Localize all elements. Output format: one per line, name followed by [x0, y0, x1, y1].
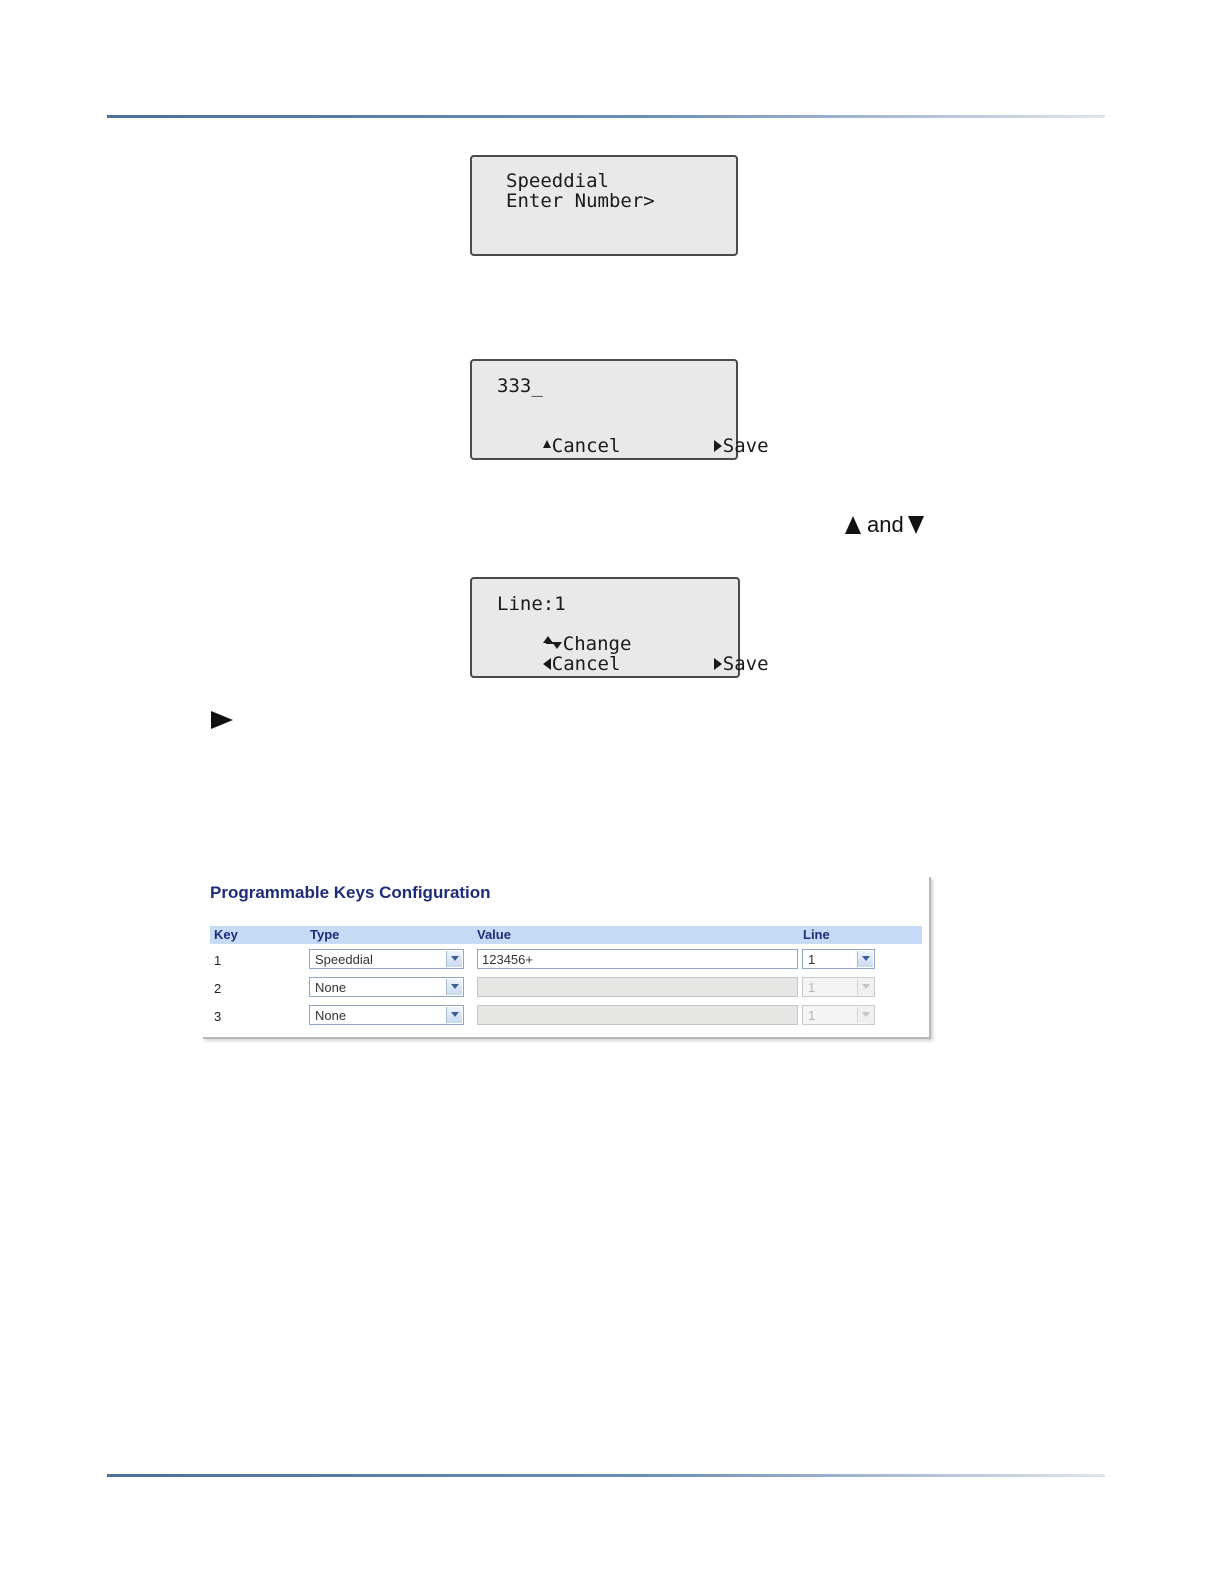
type-select[interactable] — [309, 1005, 464, 1025]
value-input-text: 123456+ — [482, 952, 533, 967]
right-arrow-icon — [714, 658, 722, 670]
and-text: and — [867, 512, 904, 537]
up-arrow-icon — [543, 440, 551, 448]
save-softkey[interactable] — [668, 634, 769, 694]
screen-number-line: 333_ — [497, 375, 543, 397]
line-select[interactable] — [802, 949, 875, 969]
change-label: Change — [562, 633, 632, 655]
table-header — [210, 926, 922, 944]
chevron-down-icon[interactable] — [857, 951, 873, 967]
screen-line-2: Enter Number> — [506, 190, 655, 212]
left-arrow-icon — [543, 658, 551, 670]
column-header-type: Type — [310, 927, 340, 942]
table-row — [203, 949, 929, 973]
chevron-down-icon — [857, 979, 873, 995]
value-input — [477, 1005, 798, 1025]
chevron-down-icon[interactable] — [446, 951, 462, 967]
footer-rule — [107, 1474, 1105, 1477]
phone-screen-speeddial — [470, 155, 738, 256]
screen-line-1: Speeddial — [506, 170, 609, 192]
table-row — [203, 977, 929, 1001]
arrow-keys-instruction — [845, 512, 924, 538]
save-label: Save — [722, 435, 769, 457]
cancel-softkey[interactable] — [497, 634, 620, 694]
line-select — [802, 977, 875, 997]
column-header-key: Key — [214, 927, 238, 942]
line-select-value: 1 — [808, 952, 816, 967]
line-select-value: 1 — [808, 1008, 816, 1023]
cancel-softkey[interactable] — [497, 416, 620, 476]
type-select-value: None — [315, 1008, 347, 1023]
screen-line-setting: Line:1 — [497, 593, 566, 615]
panel-title: Programmable Keys Configuration — [210, 883, 491, 902]
save-softkey[interactable] — [668, 416, 769, 476]
type-select[interactable] — [309, 977, 464, 997]
key-number: 1 — [214, 953, 222, 968]
table-row — [203, 1005, 929, 1029]
chevron-down-icon[interactable] — [446, 1007, 462, 1023]
line-select-value: 1 — [808, 980, 816, 995]
value-input — [477, 977, 798, 997]
column-header-value: Value — [477, 927, 511, 942]
type-select-value: None — [315, 980, 347, 995]
type-select-value: Speeddial — [315, 952, 373, 967]
key-number: 2 — [214, 981, 222, 996]
value-input[interactable] — [477, 949, 798, 969]
key-number: 3 — [214, 1009, 222, 1024]
right-arrow-icon — [211, 711, 233, 729]
right-arrow-icon — [714, 440, 722, 452]
down-arrow-icon — [908, 516, 924, 534]
type-select[interactable] — [309, 949, 464, 969]
programmable-keys-panel — [203, 877, 931, 1039]
cancel-label: Cancel — [551, 435, 621, 457]
phone-screen-line-select — [470, 577, 769, 678]
header-rule — [107, 115, 1105, 118]
chevron-down-icon[interactable] — [446, 979, 462, 995]
chevron-down-icon — [857, 1007, 873, 1023]
line-select — [802, 1005, 875, 1025]
save-label: Save — [722, 653, 769, 675]
up-arrow-icon — [845, 516, 861, 534]
phone-screen-number-entry — [470, 359, 769, 460]
cancel-label: Cancel — [551, 653, 621, 675]
column-header-line: Line — [803, 927, 830, 942]
